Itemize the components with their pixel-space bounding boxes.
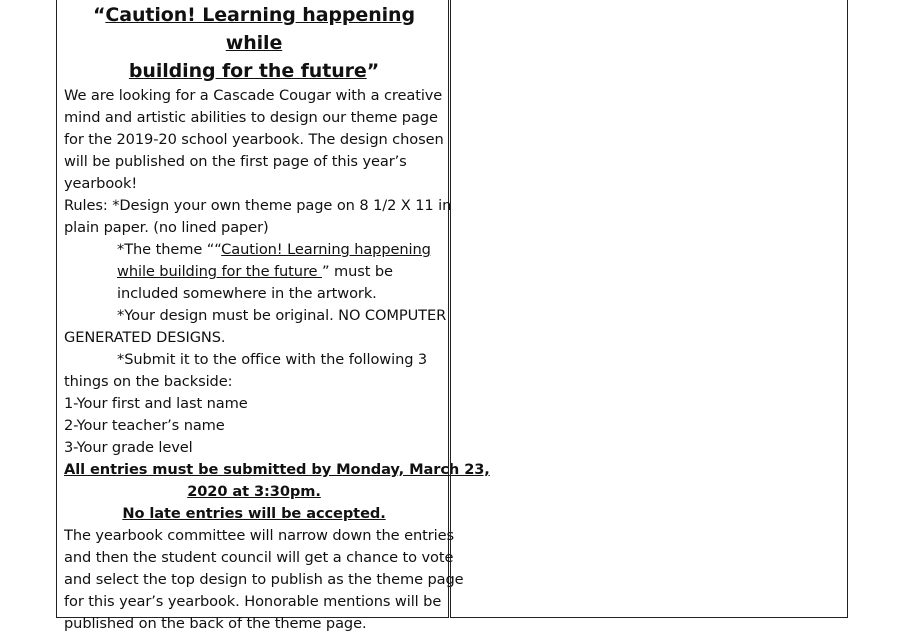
submit-rule-line-2: things on the backside: (64, 373, 233, 390)
title-close-quote: ” (366, 60, 380, 82)
no-late-notice: No late entries will be accepted. (122, 505, 386, 522)
theme-rule-line-1 (64, 239, 444, 261)
list-item: 3-Your grade level (64, 439, 193, 456)
theme-rule-line-3: included somewhere in the artwork. (117, 285, 377, 302)
theme-rule-prefix: *The theme ““ (117, 241, 222, 258)
closing-line: published on the back of the theme page. (64, 615, 367, 632)
original-rule-line-1: *Your design must be original. NO COMPUTER (117, 307, 447, 324)
flyer-box (56, 0, 490, 632)
rules-line: plain paper. (no lined paper) (64, 219, 269, 236)
theme-rule-suffix: ” must be (321, 263, 393, 280)
rules-line: Rules: *Design your own theme page on 8 1/2 X 11 in (64, 197, 452, 214)
closing-line: for this year’s yearbook. Honorable mentions will be (64, 593, 442, 610)
deadline-line-2: 2020 at 3:30pm. (187, 483, 321, 500)
list-item: 1-Your first and last name (64, 395, 248, 412)
theme-rule-underlined-2: while building for the future (117, 263, 322, 280)
closing-line: The yearbook committee will narrow down the entries (64, 527, 454, 544)
intro-line: will be published on the first page of this year’s (64, 153, 407, 170)
original-rule-line-2: GENERATED DESIGNS. (64, 329, 226, 346)
theme-rule-line-2 (64, 261, 444, 283)
empty-right-box (450, 0, 848, 618)
theme-rule-underlined-1: Caution! Learning happening (221, 241, 431, 258)
flyer-content (64, 0, 490, 635)
intro-line: We are looking for a Cascade Cougar with a creative (64, 87, 443, 104)
flyer-title (64, 1, 444, 85)
title-open-quote: “ (92, 4, 106, 26)
list-item: 2-Your teacher’s name (64, 417, 225, 434)
deadline-line-1: All entries must be submitted by Monday, March 23, (64, 461, 490, 478)
title-line-1: Caution! Learning happening while (105, 4, 415, 54)
submit-rule-line-1: *Submit it to the office with the following 3 (117, 351, 428, 368)
closing-line: and then the student council will get a chance to vote (64, 549, 454, 566)
intro-line: for the 2019-20 school yearbook. The design chosen (64, 131, 444, 148)
intro-line: mind and artistic abilities to design our theme page (64, 109, 438, 126)
closing-line: and select the top design to publish as the theme page (64, 571, 464, 588)
intro-line: yearbook! (64, 175, 138, 192)
title-line-2: building for the future (128, 60, 367, 82)
